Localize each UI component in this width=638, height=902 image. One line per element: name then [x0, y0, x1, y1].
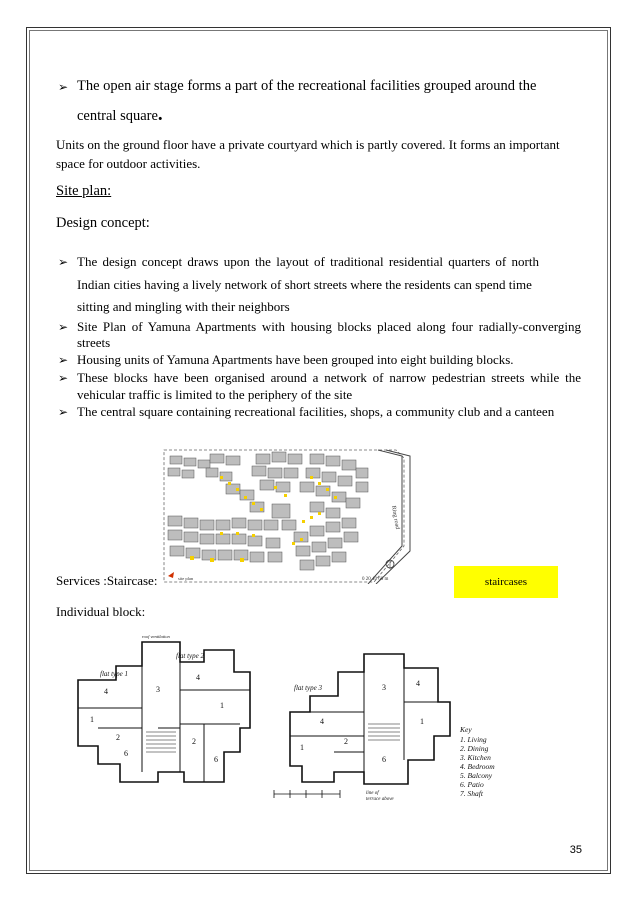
design-concept-heading: Design concept: [56, 215, 150, 231]
key-item: 6. Patio [460, 780, 484, 789]
services-staircase-label: Services :Staircase: [56, 573, 158, 588]
flat-type-3-label: flat type 3 [294, 684, 322, 692]
concept-bullet-5-line1: The central square containing recreational facilities, shops, a community club and a canteen [77, 404, 555, 419]
key-item: 2. Dining [460, 744, 489, 753]
bullet-arrow-icon: ➢ [58, 80, 69, 94]
site-plan-heading: Site plan: [56, 183, 112, 199]
svg-text:1: 1 [220, 701, 224, 710]
concept-bullet-2-line2: streets [77, 335, 111, 350]
road-label: Ring road [390, 505, 401, 530]
terrace-note-line2: terrace above [366, 797, 394, 802]
site-plan-caption: site plan [178, 576, 194, 581]
svg-text:6: 6 [124, 749, 128, 758]
svg-text:3: 3 [382, 683, 386, 692]
stage-text-line2 [77, 106, 163, 125]
concept-bullet-1-line3: sitting and mingling with their neighbors [77, 299, 290, 314]
svg-text:6: 6 [382, 755, 386, 764]
bullet-arrow-icon: ➢ [58, 405, 69, 419]
svg-text:1: 1 [90, 715, 94, 724]
bullet-arrow-icon: ➢ [58, 371, 69, 385]
svg-text:4: 4 [320, 717, 324, 726]
terrace-note-line1: line of [366, 791, 379, 796]
roof-ventilation-label: roof ventilation [142, 634, 170, 639]
svg-text:4: 4 [196, 673, 200, 682]
staircases-highlight-label: staircases [454, 566, 558, 598]
key-title: Key [460, 725, 472, 734]
svg-text:4: 4 [416, 679, 420, 688]
svg-text:2: 2 [344, 737, 348, 746]
key-item: 5. Balcony [460, 771, 493, 780]
page-number: 35 [569, 844, 582, 856]
svg-text:1: 1 [420, 717, 424, 726]
concept-bullet-4-line2: vehicular traffic is limited to the periphery of the site [77, 387, 353, 402]
concept-bullet-2-line1: Site Plan of Yamuna Apartments with housing blocks placed along four radially-converging [77, 319, 581, 334]
site-plan-image [160, 446, 412, 584]
svg-text:2: 2 [116, 733, 120, 742]
stage-text-period: . [157, 104, 163, 125]
key-item: 3. Kitchen [460, 753, 491, 762]
concept-bullet-4-line1: These blocks have been organised around a network of narrow pedestrian streets while the [77, 370, 581, 385]
concept-bullet-1-line2: Indian cities having a lively network of short streets where the residents can spend time [77, 277, 532, 292]
concept-bullet-1-line1: The design concept draws upon the layout of traditional residential quarters of north [77, 254, 539, 269]
stage-text-line2-words: central square [77, 108, 158, 124]
key-item: 7. Shaft [460, 789, 483, 798]
floor-plan-image [64, 632, 520, 808]
site-plan-scale: 0 20 40 60 m [362, 577, 389, 582]
courtyard-line1: Units on the ground floor have a private courtyard which is partly covered. It forms an important [56, 137, 560, 152]
stage-text-line1: The open air stage forms a part of the recreational facilities grouped around the [77, 78, 537, 94]
bullet-arrow-icon: ➢ [58, 320, 69, 334]
bullet-arrow-icon: ➢ [58, 255, 69, 269]
key-item: 4. Bedroom [460, 762, 495, 771]
concept-bullet-3-line1: Housing units of Yamuna Apartments have been grouped into eight building blocks. [77, 352, 514, 367]
svg-text:3: 3 [156, 685, 160, 694]
bullet-arrow-icon: ➢ [58, 353, 69, 367]
svg-text:1: 1 [300, 743, 304, 752]
flat-type-1-label: flat type 1 [100, 670, 128, 678]
individual-block-heading: Individual block: [56, 604, 146, 619]
svg-text:2: 2 [192, 737, 196, 746]
key-item: 1. Living [460, 735, 487, 744]
courtyard-line2: space for outdoor activities. [56, 156, 201, 171]
flat-type-2-label: flat type 2 [176, 652, 204, 660]
svg-text:6: 6 [214, 755, 218, 764]
svg-text:4: 4 [104, 687, 108, 696]
